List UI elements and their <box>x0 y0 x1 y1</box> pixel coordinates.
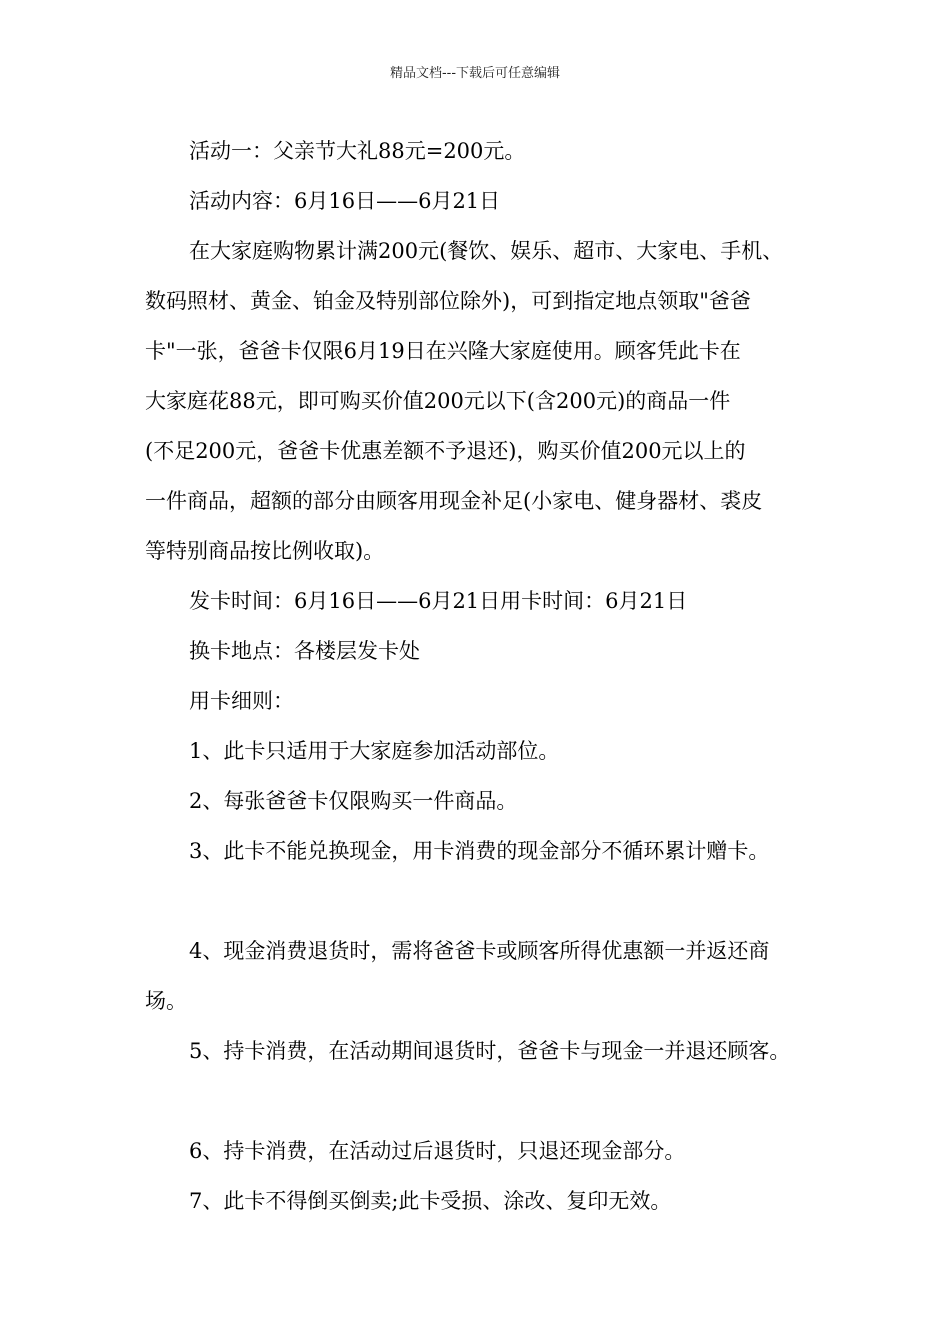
activity-description <box>145 230 825 580</box>
description-line: 一件商品，超额的部分由顾客用现金补足(小家电、健身器材、裘皮 <box>145 489 763 513</box>
description-line: 大家庭花88元，即可购买价值200元以下(含200元)的商品一件 <box>145 389 731 413</box>
page-header: 精品文档---下载后可任意编辑 <box>389 66 561 81</box>
card-exchange-location: 换卡地点：各楼层发卡处 <box>189 639 420 663</box>
document-body <box>145 130 825 1230</box>
rule-item-2: 2、每张爸爸卡仅限购买一件商品。 <box>189 789 518 813</box>
rule-4-line: 场。 <box>145 989 187 1013</box>
activity-title: 活动一：父亲节大礼88元=200元。 <box>189 139 526 163</box>
activity-dates: 活动内容：6月16日——6月21日 <box>189 189 501 213</box>
spacer <box>145 880 825 930</box>
rule-4-line: 4、现金消费退货时，需将爸爸卡或顾客所得优惠额一并返还商 <box>189 939 770 963</box>
rule-item-5: 5、持卡消费，在活动期间退货时，爸爸卡与现金一并退还顾客。 <box>189 1039 791 1063</box>
description-line: 在大家庭购物累计满200元(餐饮、娱乐、超市、大家电、手机、 <box>189 239 784 263</box>
rule-item-1: 1、此卡只适用于大家庭参加活动部位。 <box>189 739 560 763</box>
description-line: 卡"一张，爸爸卡仅限6月19日在兴隆大家庭使用。顾客凭此卡在 <box>145 339 741 363</box>
rule-item-3: 3、此卡不能兑换现金，用卡消费的现金部分不循环累计赠卡。 <box>189 839 770 863</box>
description-line: 等特别商品按比例收取)。 <box>145 539 385 563</box>
description-line: 数码照材、黄金、铂金及特别部位除外)，可到指定地点领取"爸爸 <box>145 289 751 313</box>
description-line: (不足200元，爸爸卡优惠差额不予退还)，购买价值200元以上的 <box>145 439 746 463</box>
card-rules-heading: 用卡细则： <box>189 689 294 713</box>
spacer <box>145 1080 825 1130</box>
card-issue-time: 发卡时间：6月16日——6月21日用卡时间：6月21日 <box>189 589 688 613</box>
rule-item-6: 6、持卡消费，在活动过后退货时，只退还现金部分。 <box>189 1139 686 1163</box>
rule-item-4 <box>145 930 825 1030</box>
rule-item-7: 7、此卡不得倒买倒卖;此卡受损、涂改、复印无效。 <box>189 1189 672 1213</box>
